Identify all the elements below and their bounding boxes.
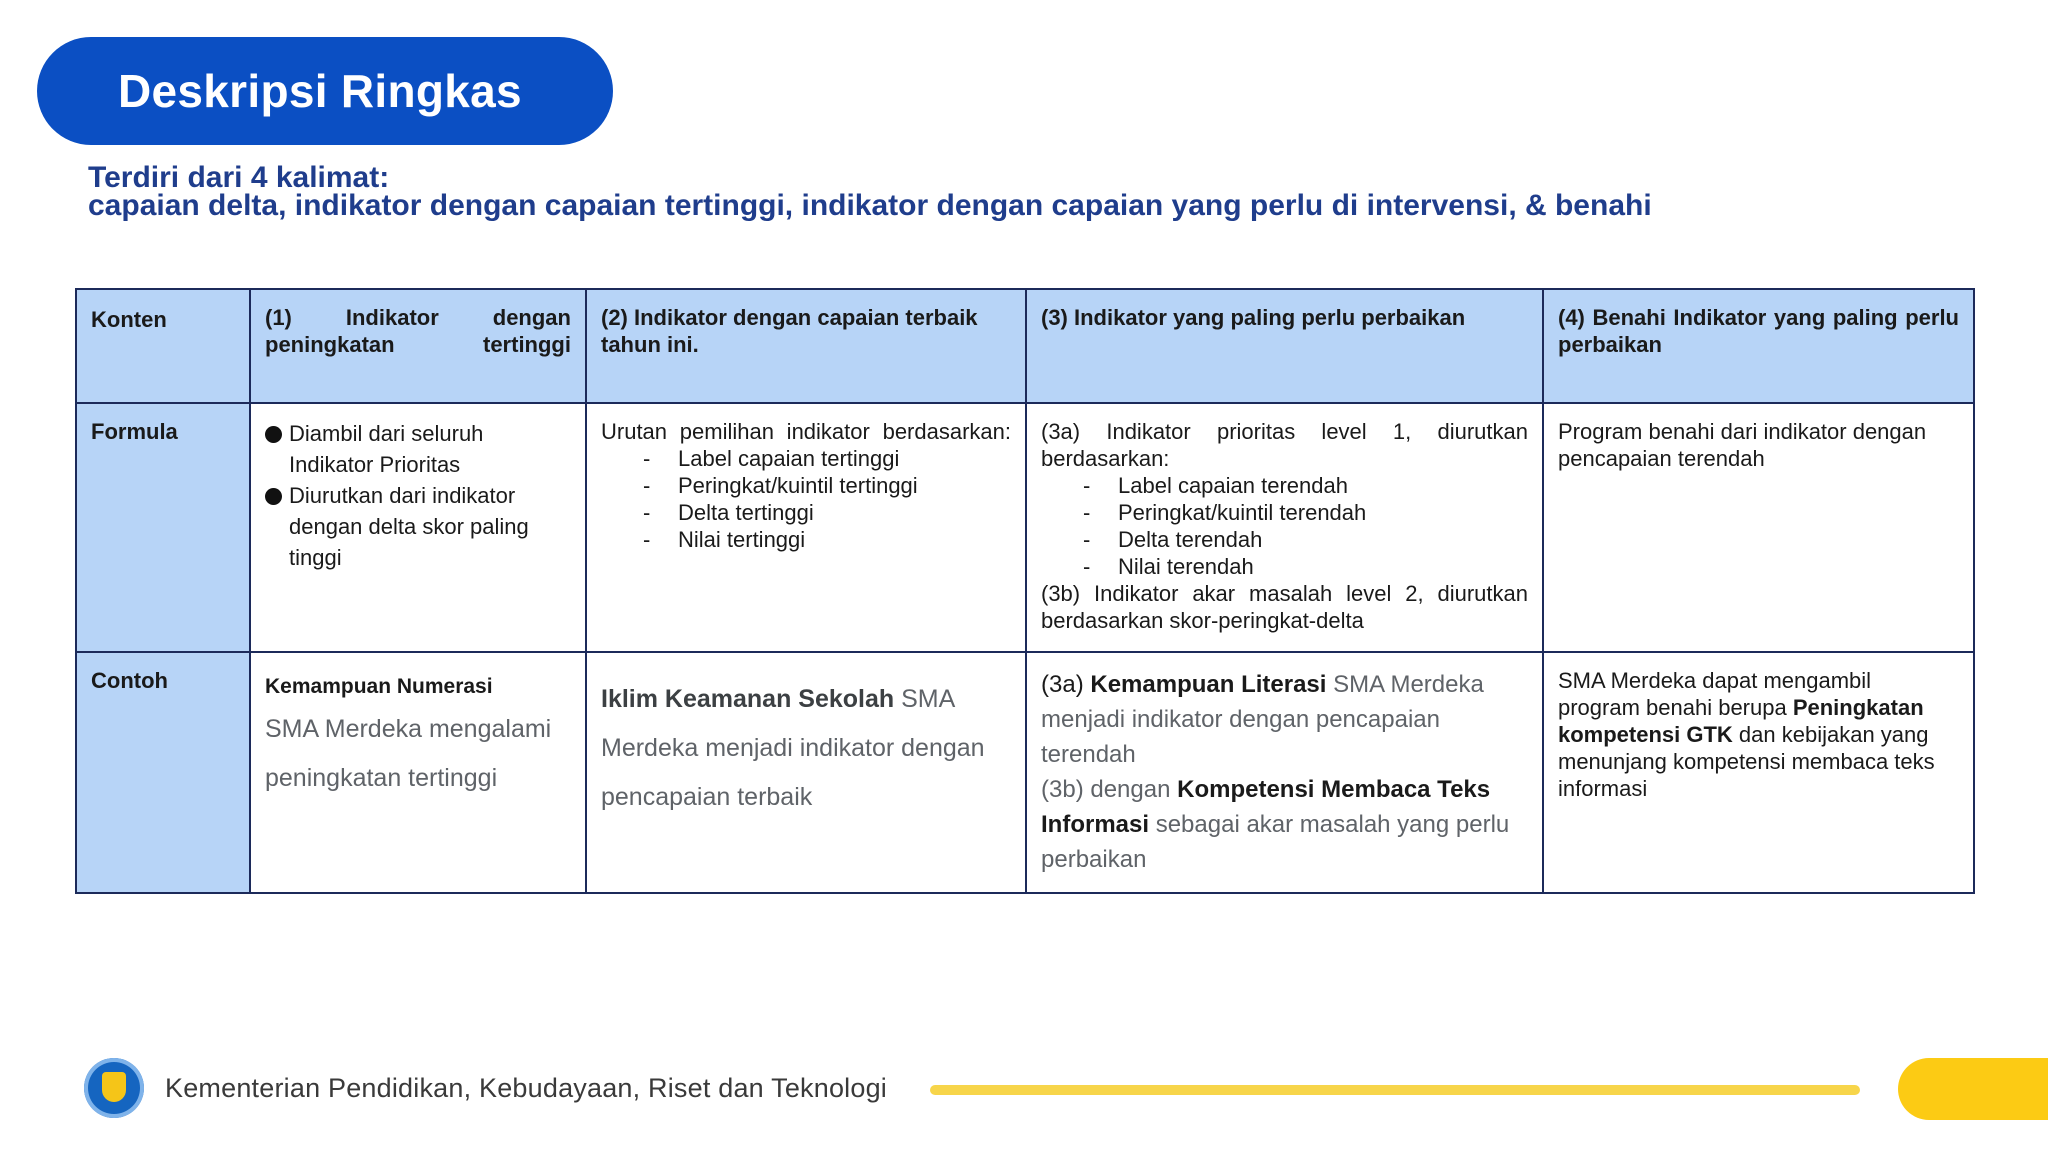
- table-header-row: [76, 289, 1974, 403]
- description-table: [75, 288, 1975, 894]
- page-title: Deskripsi Ringkas: [118, 65, 522, 117]
- header-col-1: (1) Indikator dengan peningkatan tertinggi: [250, 289, 586, 403]
- list-item: - Delta terendah: [1041, 526, 1528, 553]
- contoh-col-3-a-bold: Kemampuan Literasi: [1090, 671, 1327, 698]
- list-item: Diurutkan dari indikator dengan delta skor paling tinggi: [265, 480, 571, 573]
- list-item: Diambil dari seluruh Indikator Prioritas: [265, 418, 571, 480]
- contoh-col-1-body: SMA Merdeka mengalami peningkatan tertinggi: [265, 715, 552, 792]
- formula-col-2: [586, 403, 1026, 652]
- header-col-4: (4) Benahi Indikator yang paling perlu perbaikan: [1543, 289, 1974, 403]
- contoh-col-3-a-prefix: (3a): [1041, 671, 1091, 698]
- formula-col-2-intro: Urutan pemilihan indikator berdasarkan:: [601, 419, 1011, 444]
- tut-wuri-handayani-logo-icon: [84, 1058, 144, 1118]
- footer-accent-line: [930, 1085, 1860, 1095]
- contoh-col-3-a-rest: SMA Merdeka menjadi indikator dengan pencapaian terendah: [1041, 671, 1484, 768]
- list-item: - Nilai tertinggi: [601, 526, 1011, 553]
- formula-col-3-list: [1041, 472, 1528, 580]
- formula-col-2-list: [601, 445, 1011, 553]
- contoh-col-3-b-rest: sebagai akar masalah yang perlu perbaikan: [1041, 811, 1510, 873]
- list-item: - Peringkat/kuintil tertinggi: [601, 472, 1011, 499]
- contoh-col-3-b-prefix: (3b) dengan: [1041, 776, 1178, 803]
- formula-col-3-outro: (3b) Indikator akar masalah level 2, diurutkan berdasarkan skor-peringkat-delta: [1041, 581, 1528, 633]
- contoh-col-2-bold: Iklim Keamanan Sekolah: [601, 685, 895, 713]
- contoh-col-1: [250, 652, 586, 893]
- contoh-col-2-rest: SMA Merdeka menjadi indikator dengan pencapaian terbaik: [601, 685, 985, 811]
- contoh-col-4-post: dan kebijakan yang menunjang kompetensi membaca teks informasi: [1558, 722, 1935, 801]
- contoh-col-4-pre: SMA Merdeka dapat mengambil program benahi berupa: [1558, 668, 1872, 720]
- list-item: - Label capaian tertinggi: [601, 445, 1011, 472]
- formula-col-4: Program benahi dari indikator dengan pencapaian terendah: [1543, 403, 1974, 652]
- header-col-3: (3) Indikator yang paling perlu perbaikan: [1026, 289, 1543, 403]
- contoh-col-2: [586, 652, 1026, 893]
- contoh-col-4: [1543, 652, 1974, 893]
- contoh-col-1-heading: Kemampuan Numerasi: [265, 675, 493, 698]
- table-row-formula: [76, 403, 1974, 652]
- title-banner: [37, 37, 613, 145]
- row-label-contoh: Contoh: [76, 652, 250, 893]
- formula-col-3: [1026, 403, 1543, 652]
- formula-col-3-intro: (3a) Indikator prioritas level 1, diurutkan berdasarkan:: [1041, 419, 1528, 471]
- list-item: - Delta tertinggi: [601, 499, 1011, 526]
- subtitle-line-1: Terdiri dari 4 kalimat:: [88, 161, 390, 194]
- formula-col-1: [250, 403, 586, 652]
- subtitle-line-2: capaian delta, indikator dengan capaian tertinggi, indikator dengan capaian yang perlu di intervensi, & benahi: [88, 189, 1652, 222]
- list-item: - Nilai terendah: [1041, 553, 1528, 580]
- formula-bullet-list: [265, 418, 571, 573]
- contoh-col-3-b-bold: Kompetensi Membaca Teks Informasi: [1041, 776, 1491, 838]
- header-col-2: (2) Indikator dengan capaian terbaik tahun ini.: [586, 289, 1026, 403]
- list-item: - Label capaian terendah: [1041, 472, 1528, 499]
- row-label-formula: Formula: [76, 403, 250, 652]
- table-row-contoh: [76, 652, 1974, 893]
- contoh-col-3: [1026, 652, 1543, 893]
- contoh-col-4-bold: Peningkatan kompetensi GTK: [1558, 695, 1924, 747]
- footer-ministry-name: Kementerian Pendidikan, Kebudayaan, Riset dan Teknologi: [165, 1073, 887, 1103]
- contoh-col-3-text: [1041, 667, 1528, 877]
- subtitle: [88, 161, 1968, 222]
- row-label-konten: Konten: [76, 289, 250, 403]
- footer-accent-pill: [1898, 1058, 2048, 1120]
- list-item: - Peringkat/kuintil terendah: [1041, 499, 1528, 526]
- contoh-col-2-text: [601, 675, 1011, 822]
